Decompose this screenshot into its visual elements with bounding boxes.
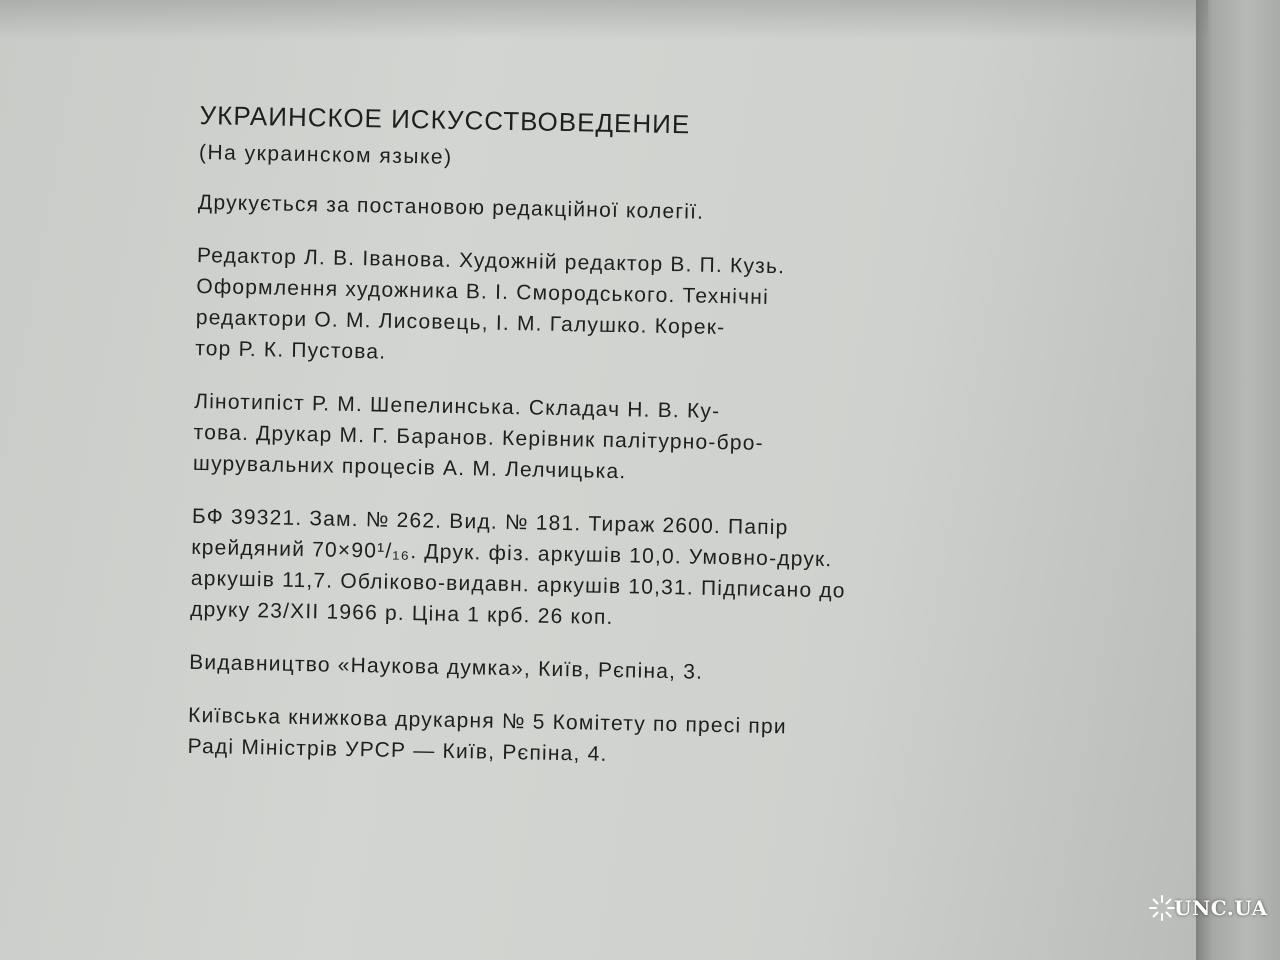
production-line: шурувальних процесів А. М. Лелчицька.	[192, 451, 627, 484]
print-info-line: БФ 39321. Зам. № 262. Вид. № 181. Тираж 2600. Папір	[191, 504, 789, 540]
editors-line: Оформлення художника В. І. Смородського. Технічні	[196, 274, 770, 309]
editors-block	[195, 240, 1137, 382]
page-edge	[1196, 0, 1280, 960]
approval-note: Друкується за постановою редакційної колегії.	[197, 190, 705, 224]
printer-line: Раді Міністрів УРСР — Київ, Рєпіна, 4.	[187, 734, 608, 766]
publisher-block	[189, 647, 1129, 696]
production-line: това. Друкар М. Г. Баранов. Керівник палітурно-бро-	[193, 420, 765, 455]
production-line: Лінотипіст Р. М. Шепелинська. Складач Н. В. Ку-	[193, 389, 721, 424]
print-info-line: аркушів 11,7. Обліково-видавн. аркушів 10,31. Підписано до	[190, 566, 846, 603]
site-watermark	[1148, 882, 1268, 942]
print-info-line: друку 23/XII 1966 р. Ціна 1 крб. 26 коп.	[189, 597, 614, 630]
editors-line: редактори О. М. Лисовець, І. М. Галушко. Корек-	[195, 305, 726, 340]
printer-line: Київська книжкова друкарня № 5 Комітету по пресі при	[187, 703, 787, 739]
language-note: (На украинском языке)	[198, 140, 453, 169]
print-info-block	[190, 501, 1132, 643]
top-shadow	[0, 0, 1208, 40]
editors-line: тор Р. К. Пустова.	[195, 336, 387, 364]
sunburst-icon	[1148, 894, 1176, 922]
book-title: УКРАИНСКОЕ ИСКУССТВОВЕДЕНИЕ	[199, 100, 691, 140]
editors-line: Редактор Л. В. Іванова. Художній редактор В. П. Кузь.	[196, 243, 786, 279]
publisher-line: Видавництво «Наукова думка», Київ, Рєпіна, 3.	[188, 650, 704, 684]
colophon-text	[187, 100, 1140, 780]
approval-note-block	[198, 187, 1138, 236]
watermark-text: UNC.UA	[1174, 896, 1268, 920]
production-block	[193, 386, 1135, 497]
print-info-line: крейдяний 70×90¹/₁₆. Друк. фіз. аркушів 10,0. Умовно-друк.	[191, 535, 833, 572]
